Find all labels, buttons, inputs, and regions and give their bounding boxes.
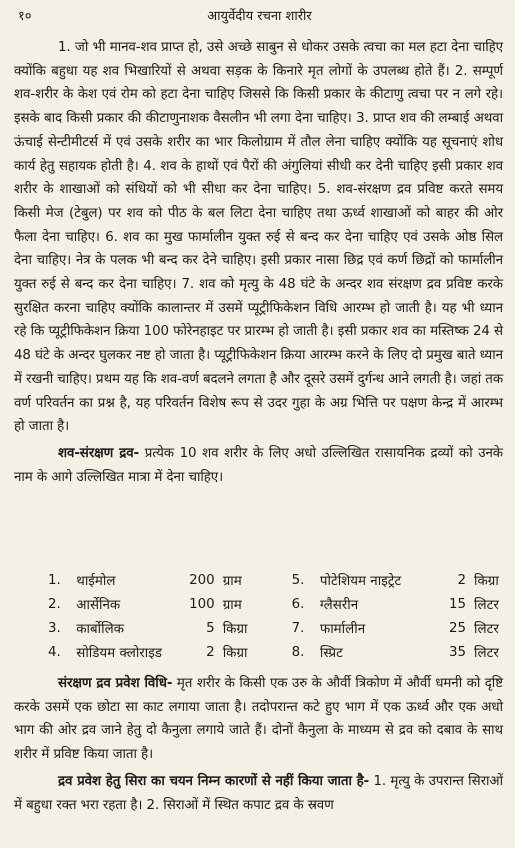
quantity: 2 xyxy=(457,572,467,588)
table-row xyxy=(14,568,509,592)
page-number: १० xyxy=(18,9,32,24)
text-vein-selection: 1. मृत्यु के उपरान्त सिराओं में बहुधा रक्त भरा रहता है। 2. सिराओं में स्थित कपाट द्रव के स्रवण xyxy=(14,774,503,813)
paragraph-injection-method-block xyxy=(14,672,503,767)
paragraph-injection-method xyxy=(14,672,503,767)
chemical-name: ग्लैसरीन xyxy=(319,598,359,613)
quantity: 100 xyxy=(189,596,215,612)
paragraph-preservation-fluid xyxy=(14,442,503,489)
chemical-name: थाईमोल xyxy=(76,574,116,589)
text-injection-method: मृत शरीर के किसी एक उरु के और्वी त्रिकोण में और्वी धमनी को दृष्टि करके उसमें एक छोटा सा काट लगाया जाता है। तदोपरान्त कटे हुए भाग में एक ऊर्ध्व और एक अधो भाग की ओर द्रव जाने हेतु दो कैनुला लगाये जाते हैं। दोनों कैनुला के माध्यम से द्रव को दबाव के साथ शरीर में प्रविष्ट किया जाता है। xyxy=(14,676,503,763)
item-number: 5. xyxy=(291,572,305,588)
unit: ग्राम xyxy=(222,598,242,613)
item-number: 8. xyxy=(291,644,305,660)
chemicals-table xyxy=(14,568,509,664)
table-row xyxy=(14,640,509,664)
quantity: 25 xyxy=(448,620,467,636)
chemical-name: कार्बोलिक xyxy=(76,622,124,637)
item-number: 1. xyxy=(48,572,61,588)
unit: किग्रा xyxy=(222,622,248,637)
unit: लिटर xyxy=(474,598,499,613)
heading-injection-method: संरक्षण द्रव प्रवेश विधि- xyxy=(58,676,173,691)
quantity: 15 xyxy=(448,596,467,612)
quantity: 5 xyxy=(206,620,215,636)
quantity: 200 xyxy=(189,572,215,588)
text-preservation-fluid: प्रत्येक 10 शव शरीर के लिए अधो उल्लिखित रासायनिक द्रव्यों को उनके नाम के आगे उल्लिखित मात्रा में देना चाहिए। xyxy=(14,445,503,485)
page-header xyxy=(18,6,501,26)
unit: किग्रा xyxy=(222,646,248,661)
item-number: 3. xyxy=(48,620,61,636)
item-number: 2. xyxy=(48,596,61,612)
chemical-name: आर्सेनिक xyxy=(76,598,121,613)
unit: किग्रा xyxy=(474,574,499,589)
running-title: आयुर्वेदीय रचना शारीर xyxy=(207,9,312,24)
chemical-name: पोटेशियम नाइट्रेट xyxy=(319,574,402,589)
item-number: 7. xyxy=(291,620,305,636)
unit: लिटर xyxy=(474,646,499,661)
table-row xyxy=(14,592,509,616)
paragraph-procedure: 1. जो भी मानव-शव प्राप्त हो, उसे अच्छे साबुन से धोकर उसके त्वचा का मल हटा देना चाहिए क्योंकि बहुधा यह शव भिखारियों से अथवा सड़क के किनारे मृत लोगों के उपलब्ध होते हैं। 2. सम्पूर्ण शव-शरीर के केश एवं रोम को हटा देना चाहिए जिससे कि किसी प्रकार के कीटाणु त्वचा पर न लगे रहे। इसके बाद किसी प्रकार की कीटाणुनाशक वैसलीन भी लगा देना चाहिए। 3. प्राप्त शव की लम्बाई अथवा ऊंचाई सेन्टीमीटर्स में एवं उसके शरीर का भार किलोग्राम में तौल लेना चाहिए क्योंकि यह सूचनाएं शोध कार्य हेतु सहायक होती है। 4. शव के हाथों एवं पैरों की अंगुलियां सीधी कर देनी चाहिए इसी प्रकार शव शरीर के शाखाओं को संधियों को भी सीधा कर देना चाहिए। 5. शव-संरक्षण द्रव प्रविष्ट करते समय किसी मेज (टेबुल) पर शव को पीठ के बल लिटा देना चाहिए तथा ऊर्ध्व शाखाओं को बाहर की ओर फैला देना चाहिए। 6. शव का मुख फार्मालीन युक्त रुई से बन्द कर देना चाहिए एवं उसके ओष्ठ सिल देना चाहिए। नेत्र के पलक भी बन्द कर देने चाहिए। इसी प्रकार नासा छिद्र एवं कर्ण छिद्रों को फार्मालीन युक्त रुई से बन्द कर देना चाहिए। 7. शव को मृत्यु के 48 घंटे के अन्दर शव संरक्षण द्रव प्रविष्ट करके सुरक्षित करना चाहिए क्योंकि कालान्तर में उसमें प्यूट्रीफिकेशन विधि आरम्भ हो जाती है। यह भी ध्यान रहे कि प्यूट्रीफिकेशन क्रिया 100 फोरेनहाइट पर प्रारम्भ हो जाती है। इसी प्रकार शव का मस्तिष्क 24 से 48 घंटे के अन्दर घुलकर नष्ट हो जाता है। प्यूट्रीफिकेशन क्रिया आरम्भ करने के लिए दो प्रमुख बाते ध्यान में रखनी चाहिए। प्रथम यह कि शव-वर्ण बदलने लगता है और दूसरे उसमें दुर्गन्ध आने लगती है। जहां तक वर्ण परिवर्तन का प्रश्न है, यह परिवर्तन विशेष रूप से उदर गुहा के अग्र भित्ति पर पक्षण केन्द्र में आरम्भ हो जाता है। xyxy=(14,40,503,435)
table-row xyxy=(14,616,509,640)
paragraph-vein-selection-block xyxy=(14,770,503,817)
item-number: 6. xyxy=(291,596,305,612)
chemical-name: सोडियम क्लोराइड xyxy=(76,646,162,661)
chemical-name: फार्मालीन xyxy=(319,622,366,637)
heading-preservation-fluid: शव-संरक्षण द्रव- xyxy=(58,445,140,461)
heading-vein-selection: द्रव प्रवेश हेतु सिरा का चयन निम्न कारणों से नहीं किया जाता है- xyxy=(58,774,370,789)
main-text xyxy=(14,36,503,489)
unit: ग्राम xyxy=(222,574,242,589)
unit: लिटर xyxy=(474,622,499,637)
quantity: 35 xyxy=(448,644,467,660)
paragraph-vein-selection xyxy=(14,770,503,817)
item-number: 4. xyxy=(48,644,61,660)
quantity: 2 xyxy=(206,644,215,660)
chemical-name: स्प्रिट xyxy=(319,646,343,661)
